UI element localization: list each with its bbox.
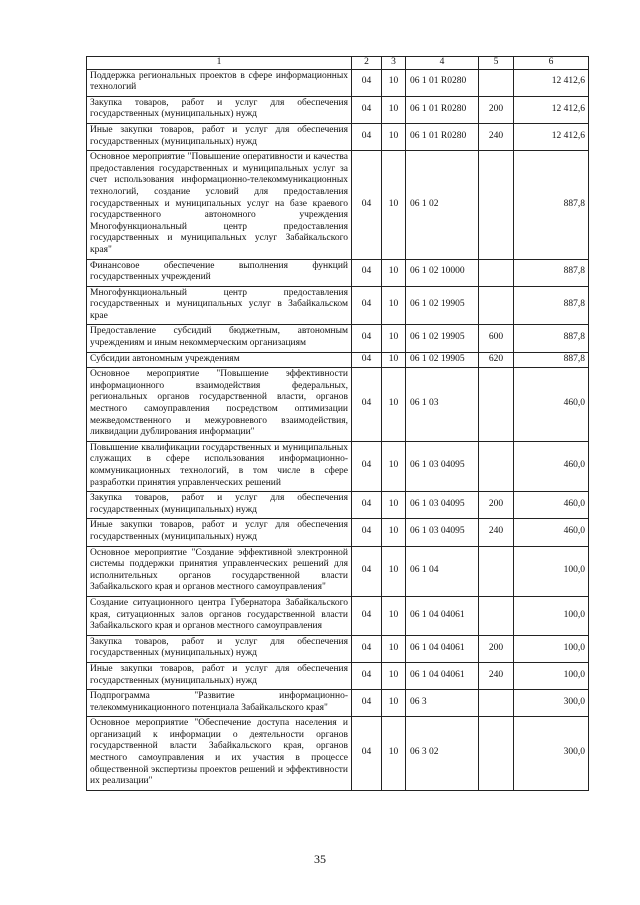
table-row — [87, 662, 589, 689]
page-number: 35 — [314, 852, 326, 866]
section-code-cell: 04 — [352, 519, 382, 546]
subsection-code-cell: 10 — [382, 596, 406, 635]
target-article-cell: 06 1 04 — [406, 546, 479, 596]
expense-type-cell — [479, 286, 514, 325]
target-article-cell: 06 1 03 — [406, 368, 479, 442]
target-article-cell: 06 3 — [406, 690, 479, 717]
row-name-cell: Иные закупки товаров, работ и услуг для обеспечения государственных (муниципальных) нужд — [87, 662, 352, 689]
amount-cell: 887,8 — [514, 286, 589, 325]
subsection-code-cell: 10 — [382, 352, 406, 368]
expense-type-cell: 200 — [479, 635, 514, 662]
row-name-cell: Повышение квалификации государственных и муниципальных служащих в сфере использования информационно-коммуникационных технологий, в том числе в сфере разработки принятия управленческих решений — [87, 441, 352, 491]
table-row — [87, 69, 589, 96]
table-row — [87, 259, 589, 286]
target-article-cell: 06 1 01 R0280 — [406, 96, 479, 123]
row-name-cell: Финансовое обеспечение выполнения функций государственных учреждений — [87, 259, 352, 286]
amount-cell: 887,8 — [514, 259, 589, 286]
amount-cell: 100,0 — [514, 635, 589, 662]
subsection-code-cell: 10 — [382, 96, 406, 123]
row-name-cell: Закупка товаров, работ и услуг для обеспечения государственных (муниципальных) нужд — [87, 492, 352, 519]
amount-cell: 460,0 — [514, 492, 589, 519]
budget-table — [86, 56, 589, 791]
target-article-cell: 06 1 04 04061 — [406, 662, 479, 689]
subsection-code-cell: 10 — [382, 259, 406, 286]
expense-type-cell: 200 — [479, 96, 514, 123]
subsection-code-cell: 10 — [382, 325, 406, 352]
target-article-cell: 06 1 04 04061 — [406, 635, 479, 662]
budget-table-container — [86, 56, 588, 791]
section-code-cell: 04 — [352, 662, 382, 689]
column-number: 4 — [406, 57, 479, 70]
section-code-cell: 04 — [352, 286, 382, 325]
subsection-code-cell: 10 — [382, 441, 406, 491]
subsection-code-cell: 10 — [382, 690, 406, 717]
subsection-code-cell: 10 — [382, 286, 406, 325]
amount-cell: 12 412,6 — [514, 96, 589, 123]
target-article-cell: 06 1 04 04061 — [406, 596, 479, 635]
amount-cell: 887,8 — [514, 352, 589, 368]
amount-cell: 12 412,6 — [514, 123, 589, 150]
expense-type-cell: 620 — [479, 352, 514, 368]
subsection-code-cell: 10 — [382, 519, 406, 546]
section-code-cell: 04 — [352, 259, 382, 286]
section-code-cell: 04 — [352, 325, 382, 352]
section-code-cell: 04 — [352, 546, 382, 596]
row-name-cell: Основное мероприятие "Повышение оперативности и качества предоставления государственных и муниципальных услуг за счет использования информационно-телекоммуникационных технологий, создание условий для предоставления государственных и муниципальных услуг на базе краевого государственного автономного учреждения Многофункциональный центр предоставления государственных и муниципальных услуг Забайкальского края" — [87, 151, 352, 259]
table-row — [87, 441, 589, 491]
row-name-cell: Основное мероприятие "Создание эффективной электронной системы поддержки принятия управленческих решений для исполнительных органов государственной власти Забайкальского края и органов местного самоуправления" — [87, 546, 352, 596]
section-code-cell: 04 — [352, 596, 382, 635]
subsection-code-cell: 10 — [382, 151, 406, 259]
section-code-cell: 04 — [352, 368, 382, 442]
column-number: 1 — [87, 57, 352, 70]
subsection-code-cell: 10 — [382, 123, 406, 150]
section-code-cell: 04 — [352, 492, 382, 519]
column-number: 5 — [479, 57, 514, 70]
subsection-code-cell: 10 — [382, 492, 406, 519]
expense-type-cell — [479, 690, 514, 717]
table-row — [87, 635, 589, 662]
expense-type-cell: 600 — [479, 325, 514, 352]
target-article-cell: 06 1 02 — [406, 151, 479, 259]
expense-type-cell — [479, 717, 514, 791]
table-row — [87, 368, 589, 442]
expense-type-cell: 240 — [479, 123, 514, 150]
expense-type-cell: 240 — [479, 519, 514, 546]
amount-cell: 12 412,6 — [514, 69, 589, 96]
expense-type-cell: 200 — [479, 492, 514, 519]
table-row — [87, 546, 589, 596]
table-row — [87, 352, 589, 368]
target-article-cell: 06 1 02 10000 — [406, 259, 479, 286]
target-article-cell: 06 1 03 04095 — [406, 519, 479, 546]
table-row — [87, 596, 589, 635]
expense-type-cell — [479, 441, 514, 491]
subsection-code-cell: 10 — [382, 717, 406, 791]
column-number-row — [87, 57, 589, 70]
table-row — [87, 690, 589, 717]
amount-cell: 887,8 — [514, 151, 589, 259]
table-row — [87, 492, 589, 519]
section-code-cell: 04 — [352, 123, 382, 150]
subsection-code-cell: 10 — [382, 635, 406, 662]
expense-type-cell — [479, 151, 514, 259]
target-article-cell: 06 3 02 — [406, 717, 479, 791]
row-name-cell: Предоставление субсидий бюджетным, автономным учреждениям и иным некоммерческим организациям — [87, 325, 352, 352]
amount-cell: 460,0 — [514, 441, 589, 491]
subsection-code-cell: 10 — [382, 662, 406, 689]
row-name-cell: Основное мероприятие "Повышение эффективности информационного взаимодействия федеральных, региональных органов государственной власти, органов местного самоуправления посредством оптимизации межведомственного и межуровневого взаимодействия, ликвидации дублирования информации" — [87, 368, 352, 442]
subsection-code-cell: 10 — [382, 69, 406, 96]
target-article-cell: 06 1 02 19905 — [406, 325, 479, 352]
section-code-cell: 04 — [352, 69, 382, 96]
section-code-cell: 04 — [352, 151, 382, 259]
section-code-cell: 04 — [352, 441, 382, 491]
row-name-cell: Закупка товаров, работ и услуг для обеспечения государственных (муниципальных) нужд — [87, 635, 352, 662]
target-article-cell: 06 1 03 04095 — [406, 441, 479, 491]
expense-type-cell — [479, 69, 514, 96]
row-name-cell: Субсидии автономным учреждениям — [87, 352, 352, 368]
table-row — [87, 96, 589, 123]
section-code-cell: 04 — [352, 717, 382, 791]
target-article-cell: 06 1 02 19905 — [406, 352, 479, 368]
table-row — [87, 123, 589, 150]
subsection-code-cell: 10 — [382, 368, 406, 442]
section-code-cell: 04 — [352, 635, 382, 662]
row-name-cell: Создание ситуационного центра Губернатора Забайкальского края, ситуационных залов органов государственной власти Забайкальского края и органов местного самоуправления — [87, 596, 352, 635]
row-name-cell: Многофункциональный центр предоставления государственных и муниципальных услуг в Забайкальском крае — [87, 286, 352, 325]
target-article-cell: 06 1 03 04095 — [406, 492, 479, 519]
expense-type-cell: 240 — [479, 662, 514, 689]
row-name-cell: Закупка товаров, работ и услуг для обеспечения государственных (муниципальных) нужд — [87, 96, 352, 123]
column-number: 3 — [382, 57, 406, 70]
amount-cell: 460,0 — [514, 368, 589, 442]
expense-type-cell — [479, 368, 514, 442]
table-row — [87, 325, 589, 352]
table-body — [87, 69, 589, 790]
row-name-cell: Иные закупки товаров, работ и услуг для обеспечения государственных (муниципальных) нужд — [87, 519, 352, 546]
amount-cell: 100,0 — [514, 596, 589, 635]
subsection-code-cell: 10 — [382, 546, 406, 596]
target-article-cell: 06 1 02 19905 — [406, 286, 479, 325]
section-code-cell: 04 — [352, 352, 382, 368]
row-name-cell: Подпрограмма "Развитие информационно-телекоммуникационного потенциала Забайкальского края" — [87, 690, 352, 717]
row-name-cell: Основное мероприятие "Обеспечение доступа населения и организаций к информации о деятельности органов государственной власти Забайкальского края, органов местного самоуправления и их участия в процессе общественной экспертизы проектов решений и эффективности их реализации" — [87, 717, 352, 791]
expense-type-cell — [479, 259, 514, 286]
table-row — [87, 717, 589, 791]
column-number: 2 — [352, 57, 382, 70]
table-row — [87, 519, 589, 546]
row-name-cell: Иные закупки товаров, работ и услуг для обеспечения государственных (муниципальных) нужд — [87, 123, 352, 150]
amount-cell: 300,0 — [514, 690, 589, 717]
section-code-cell: 04 — [352, 96, 382, 123]
amount-cell: 460,0 — [514, 519, 589, 546]
amount-cell: 887,8 — [514, 325, 589, 352]
table-row — [87, 151, 589, 259]
amount-cell: 100,0 — [514, 662, 589, 689]
target-article-cell: 06 1 01 R0280 — [406, 123, 479, 150]
expense-type-cell — [479, 596, 514, 635]
section-code-cell: 04 — [352, 690, 382, 717]
column-number: 6 — [514, 57, 589, 70]
amount-cell: 300,0 — [514, 717, 589, 791]
amount-cell: 100,0 — [514, 546, 589, 596]
row-name-cell: Поддержка региональных проектов в сфере информационных технологий — [87, 69, 352, 96]
expense-type-cell — [479, 546, 514, 596]
target-article-cell: 06 1 01 R0280 — [406, 69, 479, 96]
table-row — [87, 286, 589, 325]
